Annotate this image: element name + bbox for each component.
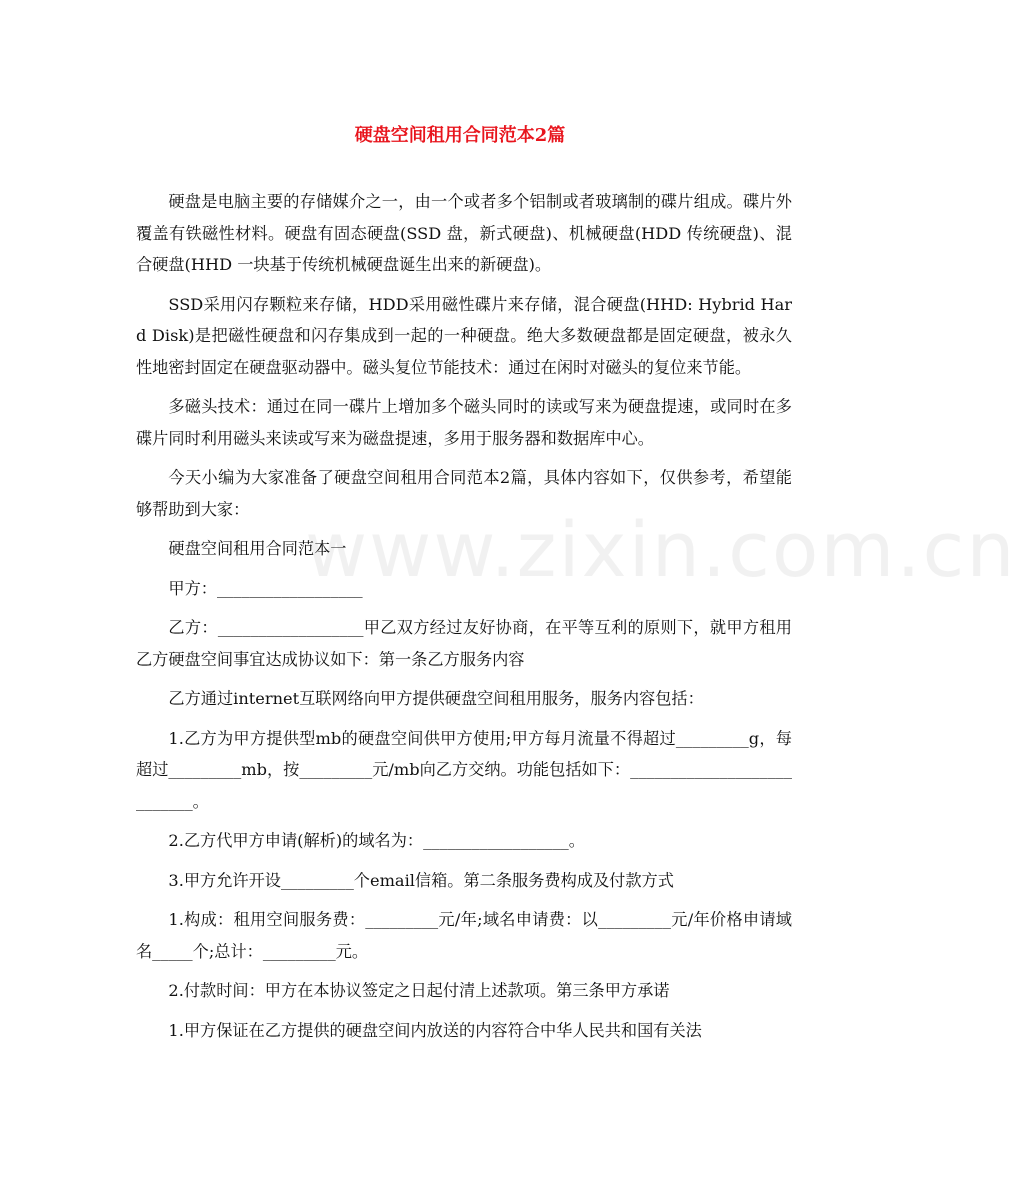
paragraph-payment-time: 2.付款时间：甲方在本协议签定之日起付清上述款项。第三条甲方承诺 (168, 981, 670, 1000)
paragraph-clause-1: 1.乙方为甲方提供型mb的硬盘空间供甲方使用;甲方每月流量不得超过_________g，每超过_________mb，按_________元/mb向乙方交纳。功能包括如下：___________________________。 (136, 728, 792, 811)
paragraph-intro: 硬盘是电脑主要的存储媒介之一，由一个或者多个铝制或者玻璃制的碟片组成。碟片外覆盖有铁磁性材料。硬盘有固态硬盘(SSD 盘，新式硬盘)、机械硬盘(HDD 传统硬盘)、混合硬盘(HHD 一块基于传统机械硬盘诞生出来的新硬盘)。 (136, 192, 792, 274)
paragraph-service-intro: 乙方通过internet互联网络向甲方提供硬盘空间租用服务，服务内容包括： (168, 689, 704, 708)
paragraph-party-a: 甲方：__________________ (168, 578, 363, 598)
paragraph-party-b: 乙方：__________________甲乙双方经过友好协商，在平等互利的原则下，就甲方租用乙方硬盘空间事宜达成协议如下：第一条乙方服务内容 (136, 618, 792, 669)
paragraph-preface: 今天小编为大家准备了硬盘空间租用合同范本2篇，具体内容如下，仅供参考，希望能够帮助到大家： (136, 468, 792, 519)
paragraph-multi-head: 多磁头技术：通过在同一碟片上增加多个磁头同时的读或写来为硬盘提速，或同时在多碟片同时利用磁头来读或写来为磁盘提速，多用于服务器和数据库中心。 (136, 397, 792, 448)
paragraph-fee-composition: 1.构成：租用空间服务费：_________元/年;域名申请费：以_________元/年价格申请域名_____个;总计：_________元。 (136, 910, 792, 961)
paragraph-party-a-promise: 1.甲方保证在乙方提供的硬盘空间内放送的内容符合中华人民共和国有关法 (168, 1020, 702, 1040)
document-body (136, 186, 792, 1054)
paragraph-ssd: SSD采用闪存颗粒来存储，HDD采用磁性碟片来存储，混合硬盘(HHD: Hybrid Hard Disk)是把磁性硬盘和闪存集成到一起的一种硬盘。绝大多数硬盘都是固定硬盘，被永久性地密封固定在硬盘驱动器中。磁头复位节能技术：通过在闲时对磁头的复位来节能。 (136, 294, 792, 377)
paragraph-clause-2: 2.乙方代甲方申请(解析)的域名为：__________________。 (168, 831, 585, 850)
paragraph-clause-3: 3.甲方允许开设_________个email信箱。第二条服务费构成及付款方式 (168, 870, 674, 890)
paragraph-contract-heading: 硬盘空间租用合同范本一 (168, 539, 347, 558)
document-title: 硬盘空间租用合同范本2篇 (354, 125, 566, 146)
watermark: www.zixin.com.cn (305, 505, 1017, 594)
